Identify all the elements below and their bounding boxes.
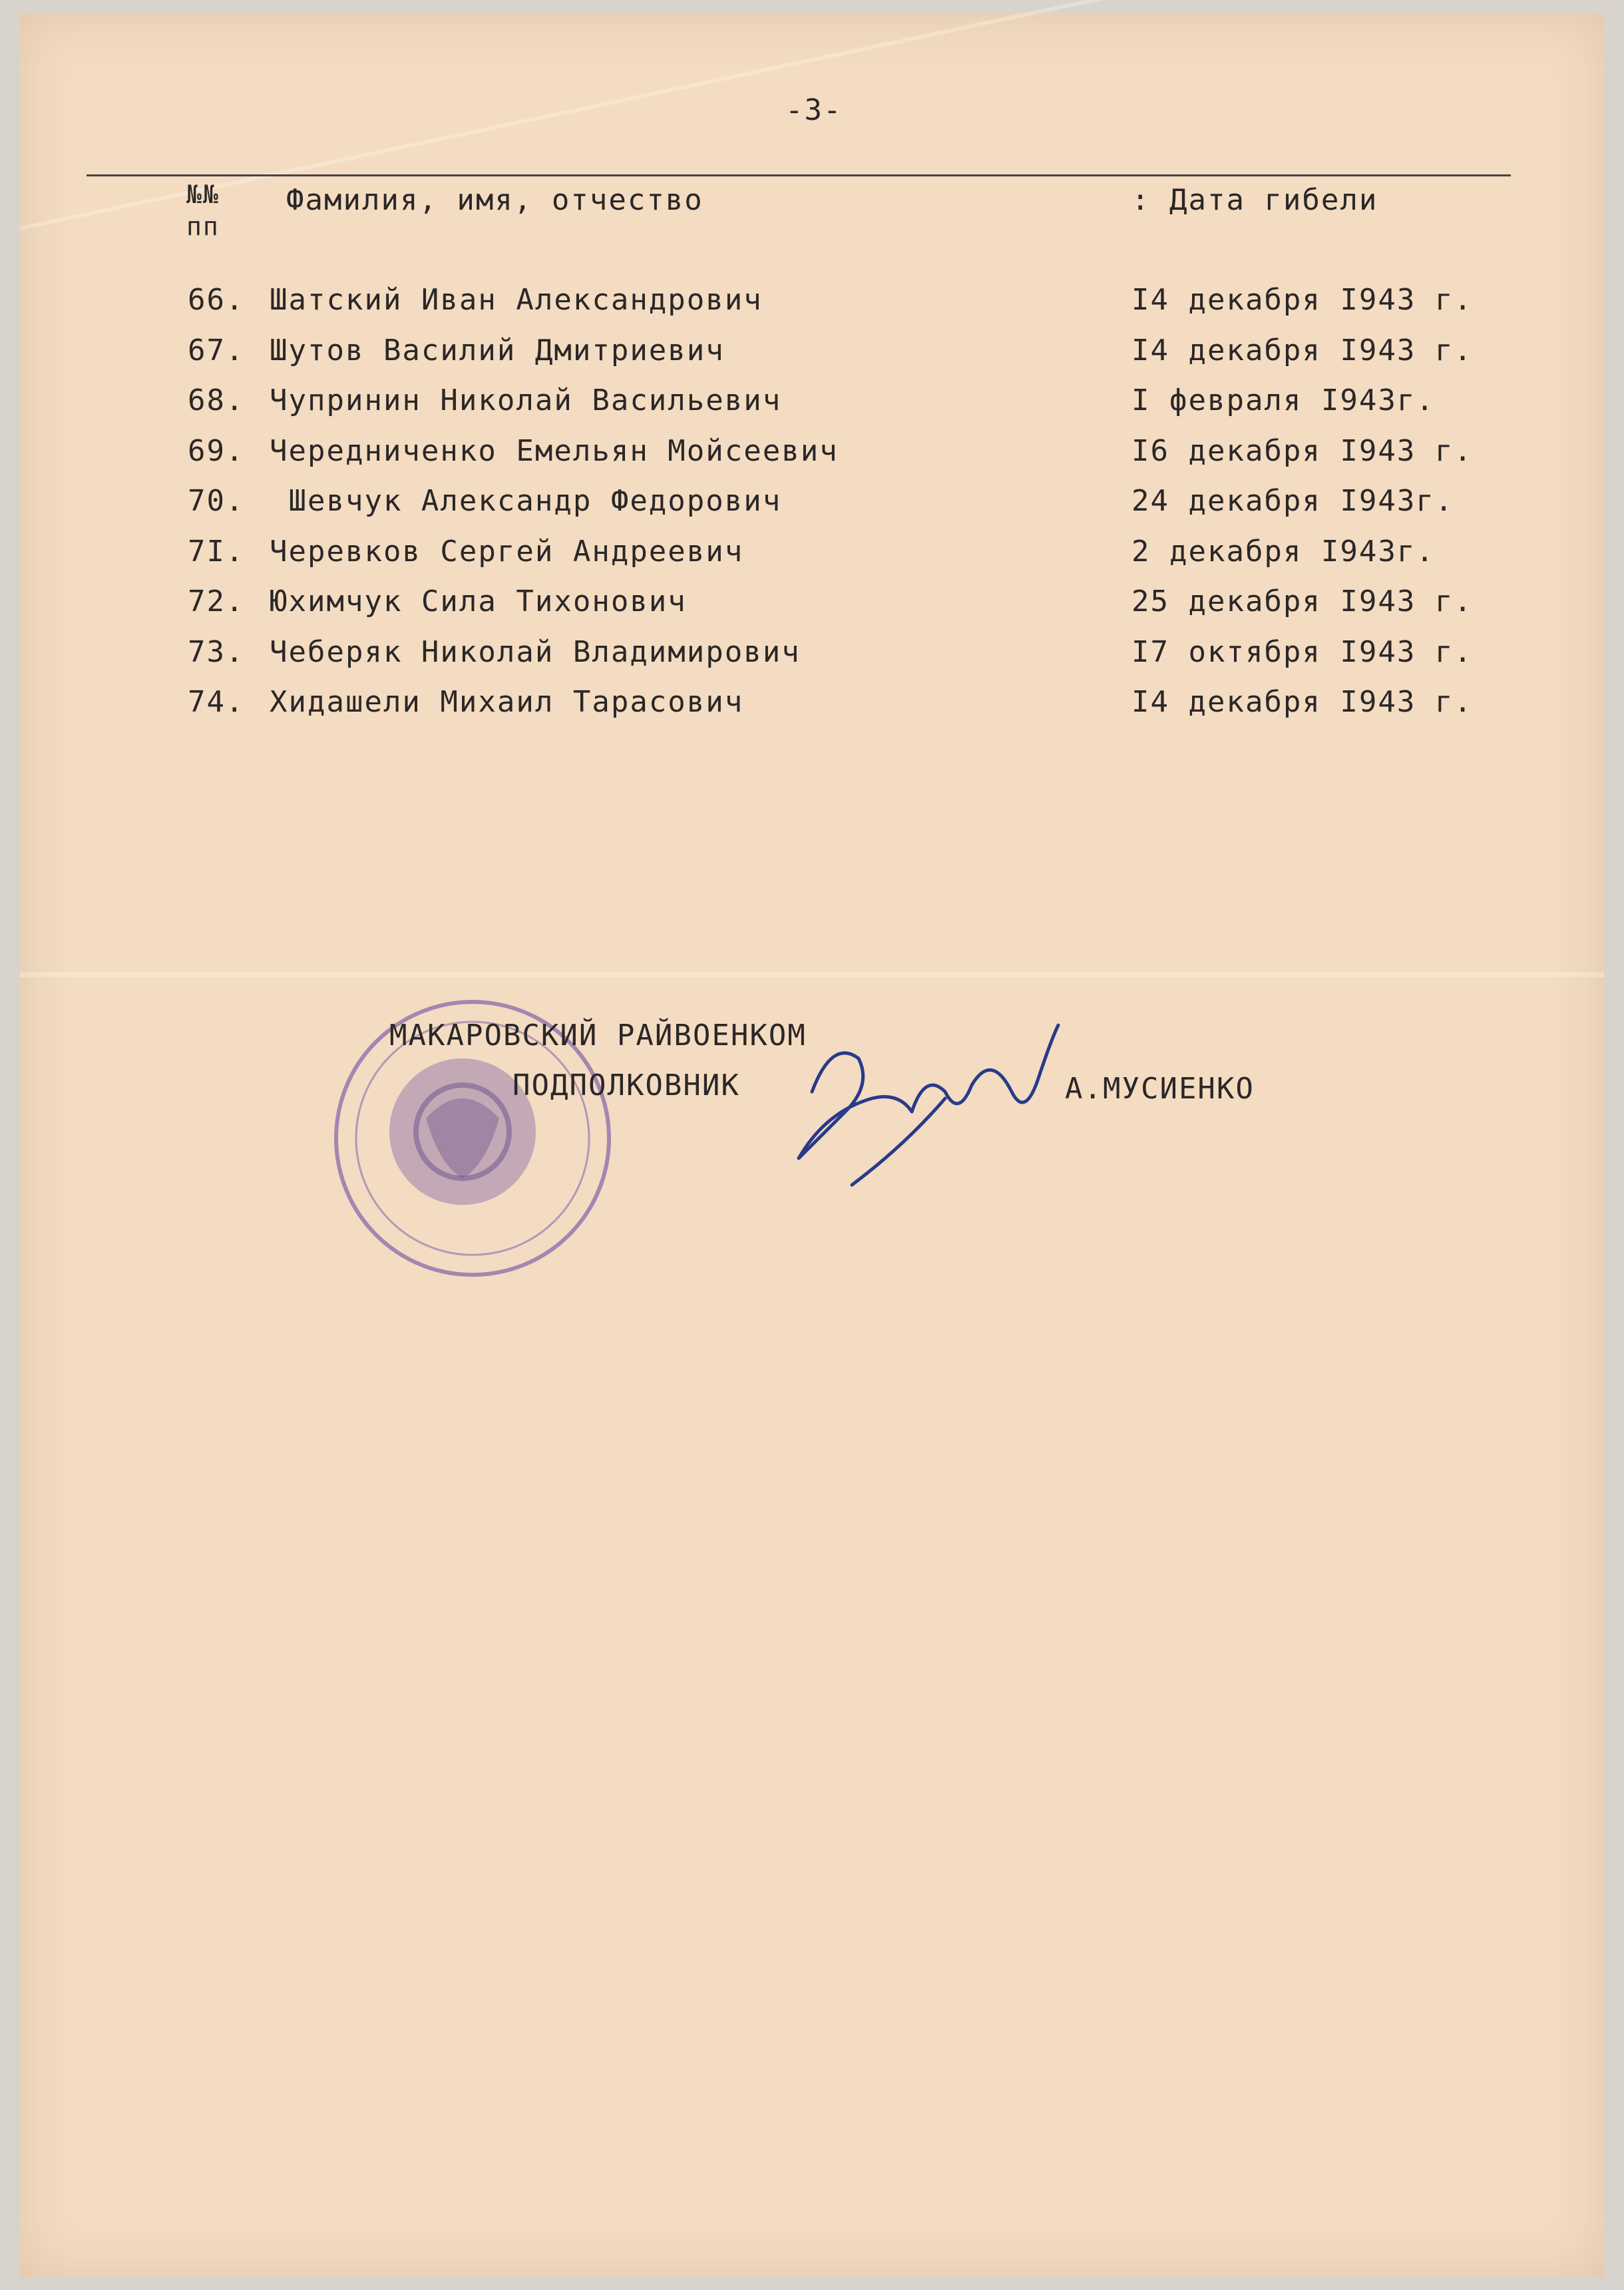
row-full-name: Шевчук Александр Федорович [270,484,782,518]
handwritten-signature [772,1012,1065,1212]
rank-title: ПОДПОЛКОВНИК [512,1068,740,1102]
row-full-name: Юхимчук Сила Тихонович [270,584,687,618]
header-name-label: Фамилия, имя, отчество [286,183,704,217]
row-full-name: Черевков Сергей Андреевич [270,534,744,569]
row-full-name: Чупринин Николай Васильевич [270,383,782,417]
row-number: 74. [188,685,245,719]
row-date-of-death: I февраля I943г. [1131,383,1435,417]
row-date-of-death: I4 декабря I943 г. [1131,685,1473,719]
header-rule [87,174,1511,176]
row-number: 69. [188,433,245,468]
row-number: 68. [188,383,245,417]
row-number: 73. [188,634,245,669]
row-full-name: Шутов Василий Дмитриевич [270,333,725,367]
signatory-name: А.МУСИЕНКО [1065,1072,1255,1106]
page-number: -3- [785,93,843,127]
row-number: 7I. [188,534,245,569]
row-date-of-death: I6 декабря I943 г. [1131,433,1473,468]
row-full-name: Хидашели Михаил Тарасович [270,685,744,719]
row-number: 72. [188,584,245,618]
row-full-name: Шатский Иван Александрович [270,283,763,317]
row-full-name: Чеберяк Николай Владимирович [270,634,801,669]
paper-fold [20,972,1604,977]
row-date-of-death: 24 декабря I943г. [1131,484,1454,518]
office-title: МАКАРОВСКИЙ РАЙВОЕНКОМ [389,1019,807,1052]
header-date-label: : Дата гибели [1131,183,1378,217]
header-number-label-sub: пп [186,212,220,241]
row-date-of-death: I4 декабря I943 г. [1131,283,1473,317]
row-number: 66. [188,283,245,317]
row-date-of-death: I7 октября I943 г. [1131,634,1473,669]
row-number: 67. [188,333,245,367]
row-date-of-death: 2 декабря I943г. [1131,534,1435,569]
row-full-name: Чередниченко Емельян Мойсеевич [270,433,839,468]
row-date-of-death: I4 декабря I943 г. [1131,333,1473,367]
header-number-label: №№ [186,180,220,209]
row-date-of-death: 25 декабря I943 г. [1131,584,1473,618]
row-number: 70. [188,484,245,518]
